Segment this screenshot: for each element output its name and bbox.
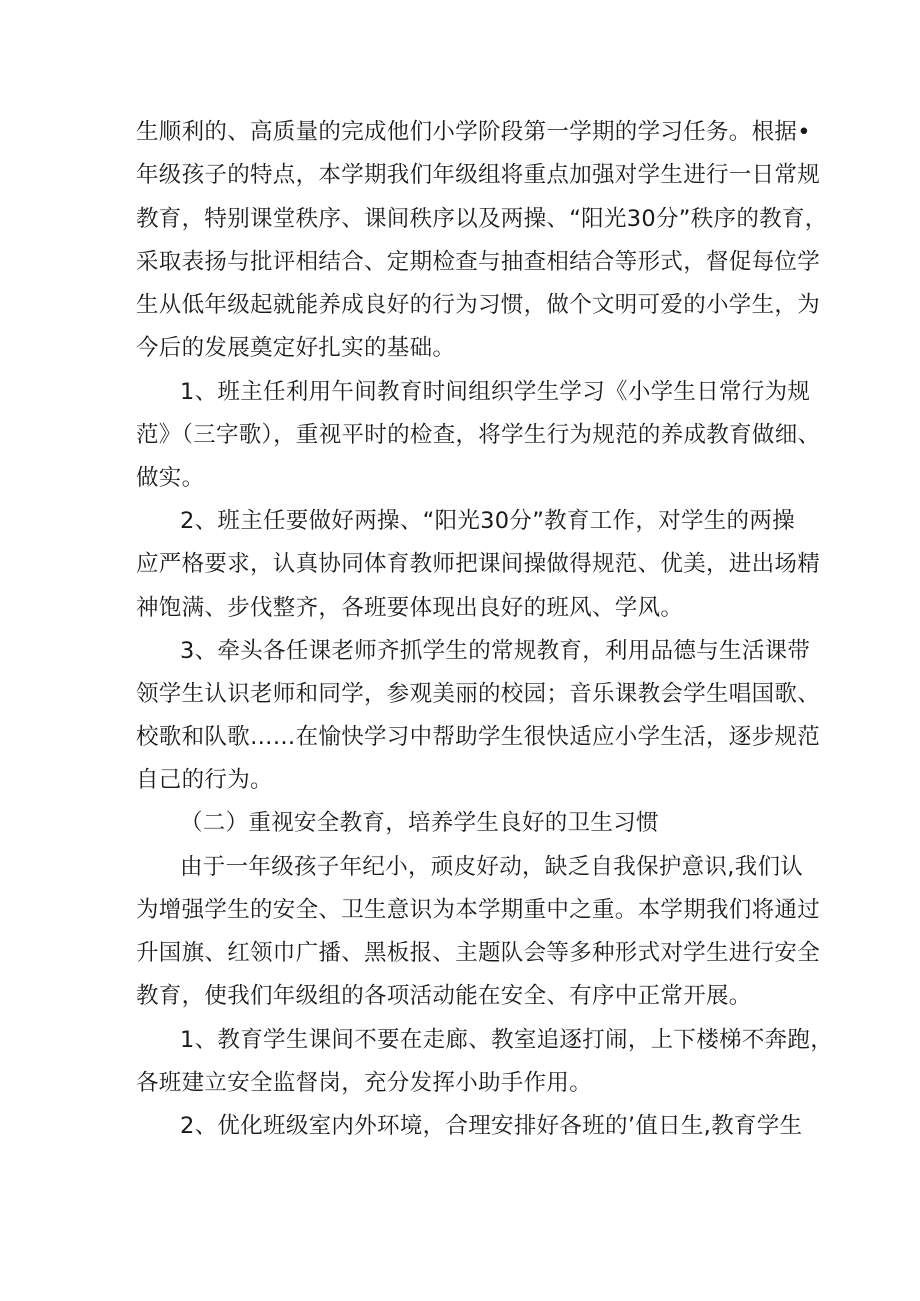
- paragraph-line: 年级孩子的特点，本学期我们年级组将重点加强对学生进行一日常规: [136, 162, 821, 188]
- list-item-line: 校歌和队歌……在愉快学习中帮助学生很快适应小学生活，逐步规范: [136, 724, 821, 750]
- list-item-line: 1、班主任利用午间教育时间组织学生学习《小学生日常行为规: [180, 379, 811, 405]
- paragraph-line: 今后的发展奠定好扎实的基础。: [136, 335, 456, 361]
- paragraph-line: 教育，特别课堂秩序、课间秩序以及两操、“阳光30分”秩序的教育，: [136, 206, 828, 232]
- paragraph-line: 为增强学生的安全、卫生意识为本学期重中之重。本学期我们将通过: [136, 897, 821, 923]
- paragraph-line: 生顺利的、高质量的完成他们小学阶段第一学期的学习任务。根据•: [136, 119, 811, 145]
- list-item-line: 做实。: [136, 465, 205, 491]
- list-item-line: 自己的行为。: [136, 767, 273, 793]
- list-item-line: 2、优化班级室内外环境，合理安排好各班的’值日生,教育学生: [180, 1113, 803, 1139]
- paragraph-line: 教育，使我们年级组的各项活动能在安全、有序中正常开展。: [136, 983, 752, 1009]
- list-item-line: 3、牵头各任课老师齐抓学生的常规教育，利用品德与生活课带: [180, 638, 811, 664]
- list-item-line: 应严格要求，认真协同体育教师把课间操做得规范、优美，进出场精: [136, 551, 821, 577]
- list-item-line: 神饱满、步伐整齐，各班要体现出良好的班风、学风。: [136, 595, 684, 621]
- paragraph-line: 升国旗、红领巾广播、黑板报、主题队会等多种形式对学生进行安全: [136, 940, 821, 966]
- paragraph-line: 采取表扬与批评相结合、定期检查与抽查相结合等形式，督促每位学: [136, 249, 821, 275]
- list-item-line: 领学生认识老师和同学，参观美丽的校园；音乐课教会学生唱国歌、: [136, 681, 821, 707]
- section-heading: （二）重视安全教育，培养学生良好的卫生习惯: [180, 810, 659, 836]
- list-item-line: 1、教育学生课间不要在走廊、教室追逐打闹，上下楼梯不奔跑，: [180, 1027, 834, 1053]
- list-item-line: 各班建立安全监督岗，充分发挥小助手作用。: [136, 1070, 593, 1096]
- list-item-line: 范》（三字歌），重视平时的检查，将学生行为规范的养成教育做细、: [136, 422, 821, 448]
- list-item-line: 2、班主任要做好两操、“阳光30分”教育工作，对学生的两操: [180, 508, 795, 534]
- paragraph-line: 生从低年级起就能养成良好的行为习惯，做个文明可爱的小学生，为: [136, 292, 821, 318]
- paragraph-line: 由于一年级孩子年纪小，顽皮好动，缺乏自我保护意识,我们认: [180, 854, 804, 880]
